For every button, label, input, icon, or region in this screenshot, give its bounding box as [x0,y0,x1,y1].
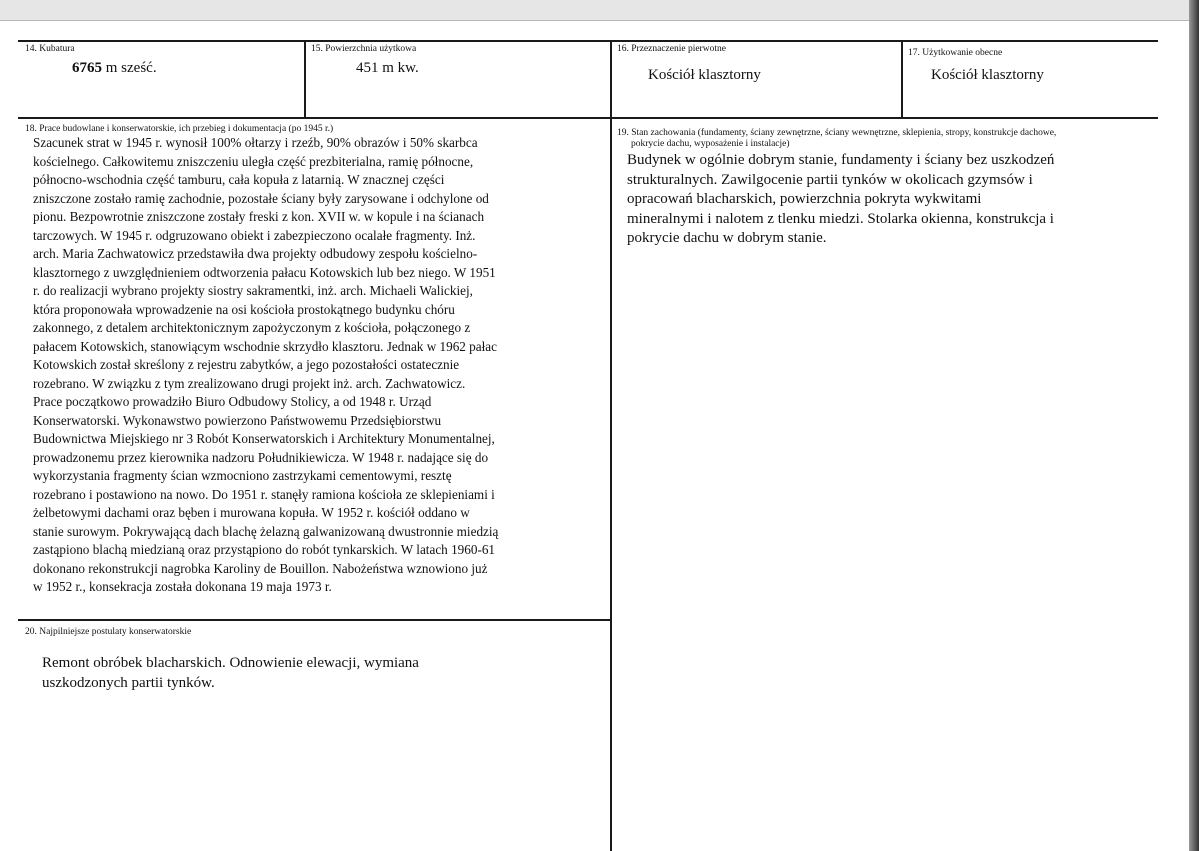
field18-line: Szacunek strat w 1945 r. wynosił 100% ołtarzy i rzeźb, 90% obrazów i 50% skarbca [33,135,478,150]
field19-line: Budynek w ogólnie dobrym stanie, fundamenty i ściany bez uszkodzeń [627,152,1055,168]
field18-line: w 1952 r., konsekracja została dokonana 19 maja 1973 r. [33,579,332,594]
field18-line: północno-wschodnia część tamburu, cała kopuła z latarnią. W znacznej części [33,172,445,187]
field18-line: żelbetowymi dachami oraz bęben i murowana kopuła. W 1952 r. kościół oddano w [33,505,470,520]
field18-line: klasztornego z uwzględnieniem odtworzenia pałacu Kotowskich lub bez niego. W 1951 [33,264,496,280]
field18-line: pionu. Bezpowrotnie zniszczone zostały freski z kon. XVII w. w kopule i na ścianach [33,209,485,224]
field14-value [72,60,157,77]
field18-line: tarczowych. W 1945 r. odgruzowano obiekt i zabezpieczono ocalałe fragmenty. Inż. [33,227,476,243]
field20-body [42,653,562,693]
field14-number: 6765 [72,60,102,76]
field16-value: Kościół klasztorny [648,67,761,83]
row2-left-bottom-rule [18,619,612,621]
field20-line: Remont obróbek blacharskich. Odnowienie elewacji, wymiana [42,655,419,671]
field18-line: dokonano rekonstrukcji nagrobka Karoliny de Bouillon. Nabożeństwa wznowiono już [33,560,488,576]
field18-label: 18. Prace budowlane i konserwatorskie, ich przebieg i dokumentacja (po 1945 r.) [25,124,334,134]
field16-label: 16. Przeznaczenie pierwotne [617,44,726,54]
field18-body [33,134,593,597]
divider-14-15 [304,40,306,118]
field18-line: zakonnego, z detalem architektonicznym zapożyczonym z kościoła, połączonego z [33,320,471,335]
field18-line: rozebrano. W związku z tym zrealizowano drugi projekt inż. arch. Zachwatowicz. [33,375,466,391]
field19-line: mineralnymi i nalotem z tlenku miedzi. Stolarka okienna, konstrukcja i [627,210,1054,227]
field18-line: stanie surowym. Pokrywającą dach blachę żelazną galwanizowaną dwustronnie miedzią [33,523,499,539]
field19-line: strukturalnych. Zawilgocenie partii tynków w okolicach gzymsów i [627,171,1033,188]
scan-top-strip [0,0,1199,21]
field18-line: wykorzystania fragmenty ścian wzmocniono zastrzykami cementowymi, resztę [33,468,452,483]
scan-right-edge [1189,0,1199,851]
field19-body [627,151,1147,249]
field19-line: pokrycie dachu w dobrym stanie. [627,230,827,246]
row1-bottom-rule [18,117,1158,119]
field18-line: zastąpiono blachą miedzianą oraz przystąpiono do robót tynkarskich. W latach 1960-61 [33,542,496,557]
field14-label: 14. Kubatura [25,44,75,54]
field20-line: uszkodzonych partii tynków. [42,675,215,691]
field18-line: Konserwatorski. Wykonawstwo powierzono Państwowemu Przedsiębiorstwu [33,412,442,428]
field19-label-line2: pokrycie dachu, wyposażenie i instalacje) [631,139,790,149]
field20-label: 20. Najpilniejsze postulaty konserwatorskie [25,627,192,637]
main-vertical-divider [610,40,612,851]
field18-line: prowadzonemu przez kierownika nadzoru Południkiewicza. W 1948 r. nadające się do [33,449,489,465]
field19-label-line1: 19. Stan zachowania (fundamenty, ściany zewnętrzne, ściany wewnętrzne, sklepienia, stropy, konstrukcje dachowe, [617,128,1057,138]
field18-line: Budownictwa Miejskiego nr 3 Robót Konserwatorskich i Architektury Monumentalnej, [33,431,495,446]
field18-line: Kotowskich został skreślony z rejestru zabytków, a jego pozostałości ostatecznie [33,357,460,372]
field18-line: kościelnego. Całkowitemu zniszczeniu uległa część prezbiterialna, ramię północne, [33,153,474,169]
field18-line: rozebrano i postawiono na nowo. Do 1951 r. stanęły ramiona kościoła ze sklepieniami i [33,486,495,502]
field15-value: 451 m kw. [356,60,419,76]
field18-line: Prace początkowo prowadziło Biuro Odbudowy Stolicy, a od 1948 r. Urząd [33,394,432,409]
field18-line: arch. Maria Zachwatowicz przedstawiła dwa projekty odbudowy zespołu kościelno- [33,246,478,261]
field14-unit: m sześć. [105,60,157,76]
field19-line: opracowań blacharskich, powierzchnia pokryta wykwitami [627,191,982,207]
field18-line: r. do realizacji wybrano projekty siostry sakramentki, inż. arch. Michaeli Walickiej, [33,283,473,298]
field17-label: 17. Użytkowanie obecne [908,48,1003,58]
field17-value: Kościół klasztorny [931,67,1044,83]
divider-16-17 [901,40,903,118]
top-rule [18,40,1158,42]
field18-line: zniszczone zostało ramię zachodnie, pozostałe ściany były zarysowane i odchylone od [33,190,489,206]
field18-line: pałacem Kotowskich, stanowiącym wschodnie skrzydło klasztoru. Jednak w 1962 pałac [33,338,498,354]
field15-label: 15. Powierzchnia użytkowa [311,44,417,54]
field18-line: która proponowała wprowadzenie na osi kościoła prostokątnego budynku chóru [33,301,455,317]
